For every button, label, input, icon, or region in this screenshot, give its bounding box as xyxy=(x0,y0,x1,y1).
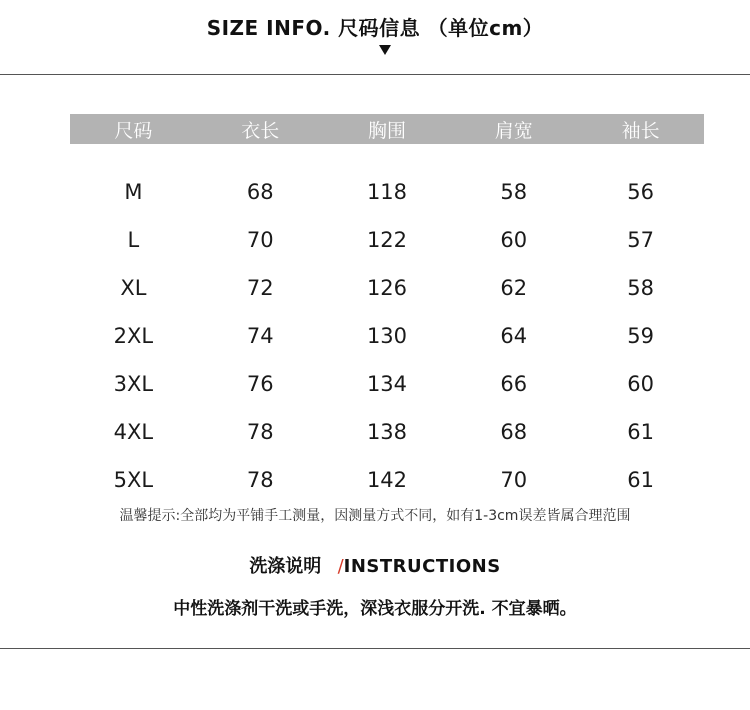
chest-cell: 122 xyxy=(366,228,408,252)
size-cell: XL xyxy=(120,276,147,300)
table-row xyxy=(70,168,704,216)
size-cell: 2XL xyxy=(113,324,154,348)
size-cell: L xyxy=(127,228,140,252)
measurement-tip: 温馨提示:全部均为平铺手工测量，因测量方式不同，如有1-3cm误差皆属合理范围 xyxy=(119,508,631,524)
length-cell: 74 xyxy=(246,324,274,348)
chest-cell: 126 xyxy=(366,276,408,300)
size-cell: 5XL xyxy=(113,468,154,492)
size-cell: M xyxy=(124,180,143,204)
instructions-title-en: INSTRUCTIONS xyxy=(343,556,501,577)
sleeve-cell: 60 xyxy=(627,372,654,396)
sleeve-cell: 59 xyxy=(627,324,654,348)
sleeve-cell: 56 xyxy=(627,180,654,204)
shoulder-cell: 58 xyxy=(500,180,528,204)
size-cell: 3XL xyxy=(113,372,154,396)
table-row xyxy=(70,216,704,264)
shoulder-cell: 62 xyxy=(500,276,528,300)
table-row xyxy=(70,456,704,504)
table-row xyxy=(70,312,704,360)
sleeve-cell: 61 xyxy=(627,468,654,492)
chest-cell: 142 xyxy=(366,468,408,492)
size-table xyxy=(70,114,704,504)
instructions-slash: / xyxy=(337,556,344,577)
sleeve-cell: 58 xyxy=(627,276,654,300)
shoulder-cell: 68 xyxy=(500,420,528,444)
table-body xyxy=(70,168,704,504)
chest-cell: 130 xyxy=(366,324,408,348)
header-length: 衣长 xyxy=(241,119,280,142)
sleeve-cell: 57 xyxy=(627,228,654,252)
length-cell: 78 xyxy=(246,468,274,492)
length-cell: 68 xyxy=(246,180,274,204)
header-size: 尺码 xyxy=(114,119,153,142)
page-title: SIZE INFO. 尺码信息 （单位cm） xyxy=(206,16,544,40)
sleeve-cell: 61 xyxy=(627,420,654,444)
shoulder-cell: 70 xyxy=(500,468,528,492)
instructions-title-cn: 洗涤说明 xyxy=(249,556,322,577)
table-header xyxy=(70,114,704,144)
header-chest: 胸围 xyxy=(367,119,406,142)
size-cell: 4XL xyxy=(113,420,154,444)
top-divider xyxy=(0,74,750,75)
length-cell: 70 xyxy=(246,228,274,252)
chest-cell: 134 xyxy=(366,372,408,396)
shoulder-cell: 60 xyxy=(500,228,528,252)
shoulder-cell: 64 xyxy=(500,324,528,348)
length-cell: 78 xyxy=(246,420,274,444)
length-cell: 72 xyxy=(246,276,274,300)
instructions-heading xyxy=(0,552,750,578)
bottom-divider xyxy=(0,648,750,649)
wash-instructions: 中性洗涤剂干洗或手洗，深浅衣服分开洗. 不宜暴晒。 xyxy=(173,599,577,619)
down-arrow-icon xyxy=(379,45,391,55)
shoulder-cell: 66 xyxy=(500,372,528,396)
table-row xyxy=(70,360,704,408)
chest-cell: 118 xyxy=(366,180,408,204)
header-shoulder: 肩宽 xyxy=(494,119,533,142)
table-row xyxy=(70,264,704,312)
chest-cell: 138 xyxy=(366,420,408,444)
header-sleeve: 袖长 xyxy=(621,119,660,142)
length-cell: 76 xyxy=(246,372,274,396)
table-row xyxy=(70,408,704,456)
